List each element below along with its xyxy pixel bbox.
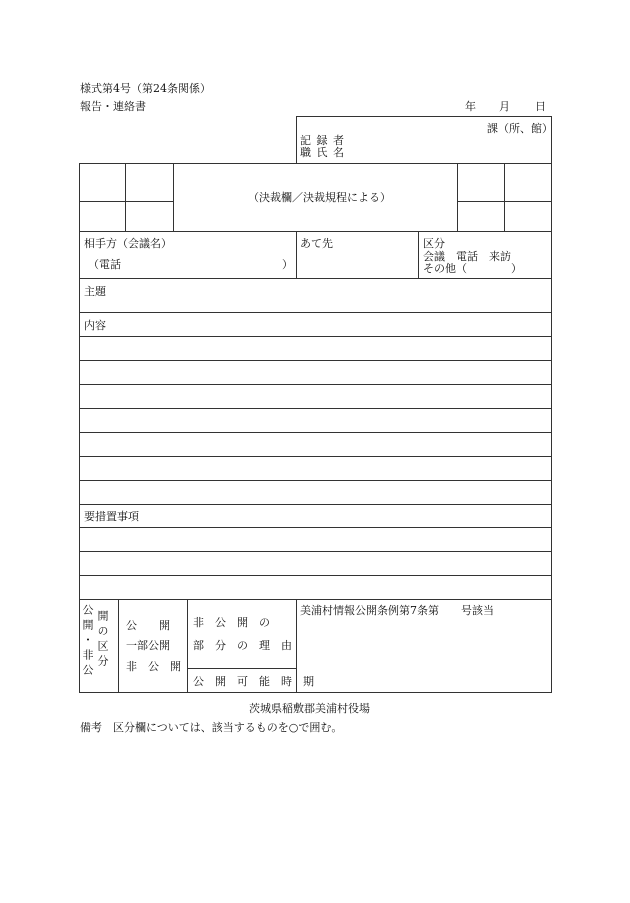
- row-line: [79, 278, 552, 279]
- option-private: 非 公 開: [126, 660, 181, 673]
- approval-divider: [173, 163, 174, 231]
- possible-time-label: 公 開 可 能 時 期: [193, 675, 314, 688]
- approval-divider: [125, 163, 126, 231]
- approval-divider: [504, 163, 505, 231]
- content-line: [79, 360, 552, 361]
- table-top-border: [79, 163, 552, 164]
- recorder-top-border: [296, 116, 551, 117]
- category-other: その他（ ）: [423, 262, 522, 275]
- approval-divider: [457, 163, 458, 231]
- measures-label: 要措置事項: [84, 510, 139, 523]
- approval-note: （決裁欄／決裁規程による）: [248, 191, 391, 204]
- option-public: 公 開: [126, 619, 170, 632]
- content-line: [79, 336, 552, 337]
- reason-label-line1: 非 公 開 の: [193, 616, 270, 629]
- content-line: [79, 480, 552, 481]
- content-line: [79, 384, 552, 385]
- remarks-note: 備考 区分欄については、該当するものを○で囲む。: [80, 721, 343, 734]
- info-divider: [296, 231, 297, 278]
- phone-close: ）: [282, 258, 293, 271]
- form-number: 様式第4号（第24条関係）: [80, 82, 211, 95]
- content-line: [79, 456, 552, 457]
- subject-label: 主題: [84, 285, 106, 298]
- content-line: [79, 504, 552, 505]
- row-line: [79, 312, 552, 313]
- recorder-label: 記 録 者: [300, 134, 345, 147]
- office-name: 茨城県稲敷郡美浦村役場: [249, 702, 370, 715]
- measures-line: [79, 527, 552, 528]
- table-left-border: [79, 163, 80, 693]
- section-label: 課（所、館）: [487, 122, 553, 135]
- date-year-label: 年: [465, 100, 476, 113]
- approval-mid-line: [457, 201, 551, 202]
- destination-label: あて先: [300, 237, 333, 250]
- category-options: 会議 電話 来訪: [423, 250, 511, 263]
- info-divider: [418, 231, 419, 278]
- disclosure-divider: [187, 599, 188, 693]
- ordinance-label: 美浦村情報公開条例第7条第 号該当: [300, 604, 494, 617]
- measures-line: [79, 551, 552, 552]
- approval-mid-line: [79, 201, 173, 202]
- category-label: 区分: [423, 237, 445, 250]
- recorder-left-border: [296, 116, 297, 163]
- table-right-border: [551, 116, 552, 693]
- content-label: 内容: [84, 319, 106, 332]
- disclosure-mid-line: [187, 668, 296, 669]
- row-line: [79, 231, 552, 232]
- measures-line: [79, 575, 552, 576]
- content-line: [79, 408, 552, 409]
- content-line: [79, 432, 552, 433]
- name-title-label: 職 氏 名: [300, 146, 345, 159]
- disclosure-category-label-b: 開の区分: [96, 610, 109, 670]
- phone-label: （電話: [88, 258, 121, 271]
- option-partial: 一部公開: [126, 639, 170, 652]
- party-label: 相手方（会議名）: [84, 237, 172, 250]
- table-bottom-border: [79, 692, 552, 693]
- reason-label-line2: 部 分 の 理 由: [193, 639, 292, 652]
- form-title: 報告・連絡書: [80, 100, 146, 113]
- disclosure-divider: [118, 599, 119, 693]
- disclosure-category-label-a: 公開・非公: [81, 604, 94, 679]
- measures-line: [79, 599, 552, 600]
- date-month-label: 月: [499, 100, 510, 113]
- date-day-label: 日: [535, 100, 546, 113]
